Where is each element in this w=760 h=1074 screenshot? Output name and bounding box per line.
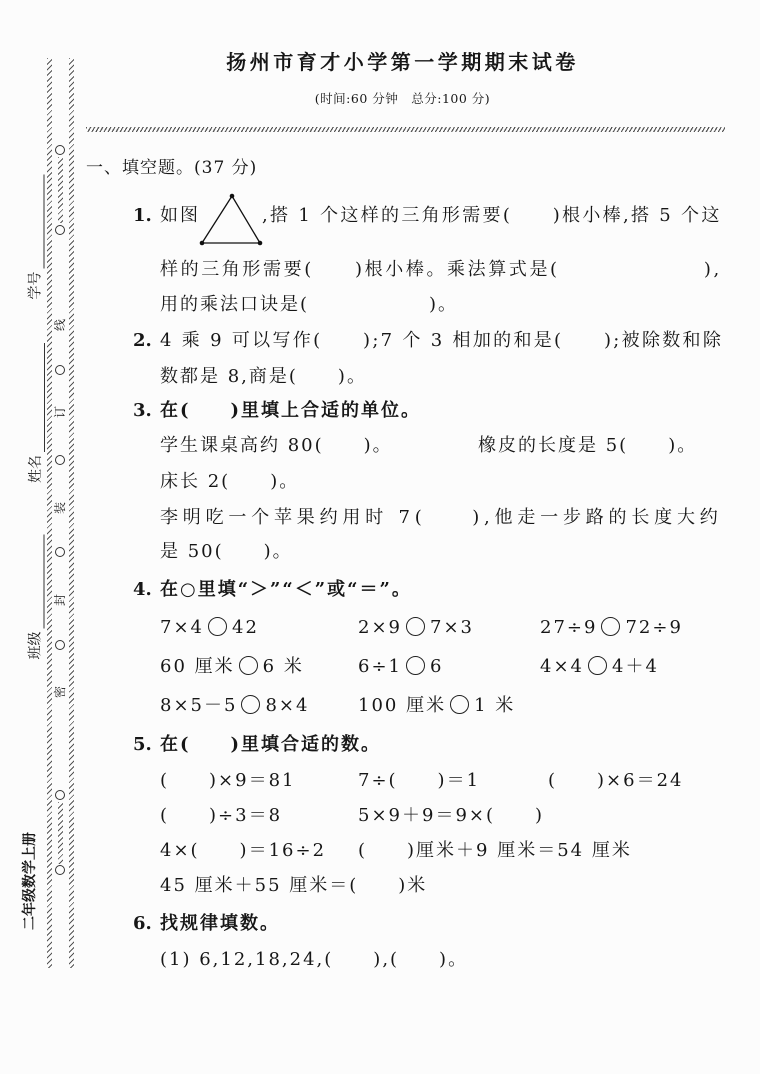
- comparison-left: 7×4: [160, 617, 204, 638]
- answer-circle: [406, 656, 425, 675]
- question-item: 床长 2( )。: [160, 471, 300, 492]
- answer-circle: [450, 695, 469, 714]
- answer-circle: [208, 617, 227, 636]
- comparison-left: 4×4: [540, 656, 584, 677]
- seal-char-mi: 密: [53, 686, 67, 699]
- binding-cut-line-inner: [69, 58, 74, 968]
- seal-slash-segment: [58, 157, 63, 223]
- question-text: 样的三角形需要( )根小棒。乘法算式是( ),: [160, 259, 722, 280]
- answer-circle: [588, 656, 607, 675]
- question-prompt: 在○里填“＞”“＜”或“＝”。: [160, 579, 412, 600]
- student-name-field: [27, 343, 45, 483]
- exam-title: 扬州市育才小学第一学期期末试卷: [226, 50, 579, 74]
- book-label: 二年级数学上册: [22, 832, 38, 930]
- equation-item: ( )×9＝81: [160, 770, 296, 791]
- equation-item: 45 厘米＋55 厘米＝( )米: [160, 875, 428, 896]
- question-prompt: 在( )里填合适的数。: [160, 734, 382, 755]
- comparison-item: [160, 617, 259, 639]
- comparison-left: 6÷1: [358, 656, 402, 677]
- question-text: ,搭 1 个这样的三角形需要( )根小棒,搭 5 个这: [262, 205, 722, 226]
- seal-char-zhuang: 装: [53, 502, 67, 515]
- seal-circle-mark: [55, 547, 65, 557]
- section-heading: 一、填空题。(37 分): [86, 158, 258, 178]
- vertex-dot: [200, 241, 205, 246]
- comparison-left: 100 厘米: [358, 695, 447, 716]
- seal-circle-mark: [55, 640, 65, 650]
- comparison-item: [160, 656, 304, 678]
- question-prompt: 在( )里填上合适的单位。: [160, 400, 422, 421]
- vertex-dot: [258, 241, 263, 246]
- comparison-right: 1 米: [474, 695, 516, 716]
- class-field: [27, 535, 45, 660]
- comparison-left: 27÷9: [540, 617, 598, 638]
- student-id-field: [27, 175, 45, 300]
- question-item: 李明吃一个苹果约用时 7( ),他走一步路的长度大约: [160, 507, 723, 528]
- equation-item: 7÷( )＝1: [358, 770, 481, 791]
- comparison-item: [160, 695, 309, 717]
- comparison-right: 7×3: [430, 617, 474, 638]
- answer-circle: [239, 656, 258, 675]
- seal-char-feng: 封: [53, 594, 67, 607]
- comparison-right: 6 米: [262, 656, 304, 677]
- seal-circle-mark: [55, 455, 65, 465]
- comparison-item: [540, 656, 659, 678]
- comparison-right: 42: [232, 617, 259, 638]
- student-id-blank-line: [44, 175, 45, 269]
- seal-char-xian: 线: [53, 319, 67, 332]
- binding-cut-line-outer: [47, 58, 52, 968]
- comparison-item: [358, 656, 443, 678]
- question-item: 是 50( )。: [160, 541, 293, 562]
- seal-circle-mark: [55, 790, 65, 800]
- seal-circle-mark: [55, 865, 65, 875]
- seal-char-ding: 订: [53, 406, 67, 419]
- comparison-item: [358, 695, 515, 717]
- seal-slash-segment: [58, 802, 63, 864]
- vertex-dot: [230, 194, 235, 199]
- seal-circle-mark: [55, 225, 65, 235]
- header-divider: [86, 127, 725, 132]
- comparison-item: [540, 617, 683, 639]
- comparison-item: [358, 617, 474, 639]
- question-prompt: 找规律填数。: [160, 913, 280, 934]
- student-name-label: 姓名: [28, 455, 44, 483]
- question-number: 2.: [133, 330, 152, 351]
- question-number: 6.: [133, 913, 152, 934]
- question-item: 学生课桌高约 80( )。: [160, 435, 393, 456]
- student-name-blank-line: [44, 343, 45, 452]
- equation-item: ( )÷3＝8: [160, 805, 283, 826]
- question-item: (1) 6,12,18,24,( ),( )。: [160, 949, 469, 970]
- seal-circle-mark: [55, 365, 65, 375]
- comparison-right: 4＋4: [612, 656, 659, 677]
- equation-item: ( )×6＝24: [548, 770, 684, 791]
- question-number: 4.: [133, 579, 152, 600]
- question-text: 数都是 8,商是( )。: [160, 366, 367, 387]
- comparison-left: 8×5－5: [160, 695, 238, 716]
- answer-circle: [601, 617, 620, 636]
- answer-circle: [406, 617, 425, 636]
- seal-circle-mark: [55, 145, 65, 155]
- question-number: 3.: [133, 400, 152, 421]
- exam-time-and-score: (时间:60 分钟 总分:100 分): [314, 91, 491, 106]
- question-number: 1.: [133, 205, 152, 226]
- triangle-outline: [202, 196, 260, 243]
- equation-item: 5×9＋9＝9×( ): [358, 805, 545, 826]
- answer-circle: [241, 695, 260, 714]
- question-text: 4 乘 9 可以写作( );7 个 3 相加的和是( );被除数和除: [160, 330, 724, 351]
- comparison-left: 60 厘米: [160, 656, 235, 677]
- question-number: 5.: [133, 734, 152, 755]
- comparison-right: 72÷9: [625, 617, 683, 638]
- class-label: 班级: [27, 631, 44, 660]
- comparison-right: 6: [430, 656, 444, 677]
- comparison-left: 2×9: [358, 617, 402, 638]
- question-text: 如图: [160, 205, 200, 226]
- class-blank-line: [44, 535, 45, 629]
- triangle-figure: [198, 190, 264, 248]
- equation-item: ( )厘米＋9 厘米＝54 厘米: [358, 840, 632, 861]
- binding-margin: [0, 0, 80, 1074]
- question-item: 橡皮的长度是 5( )。: [478, 435, 698, 456]
- equation-item: 4×( )＝16÷2: [160, 840, 327, 861]
- comparison-right: 8×4: [265, 695, 310, 716]
- question-text: 用的乘法口诀是( )。: [160, 294, 459, 315]
- student-id-label: 学号: [27, 271, 44, 300]
